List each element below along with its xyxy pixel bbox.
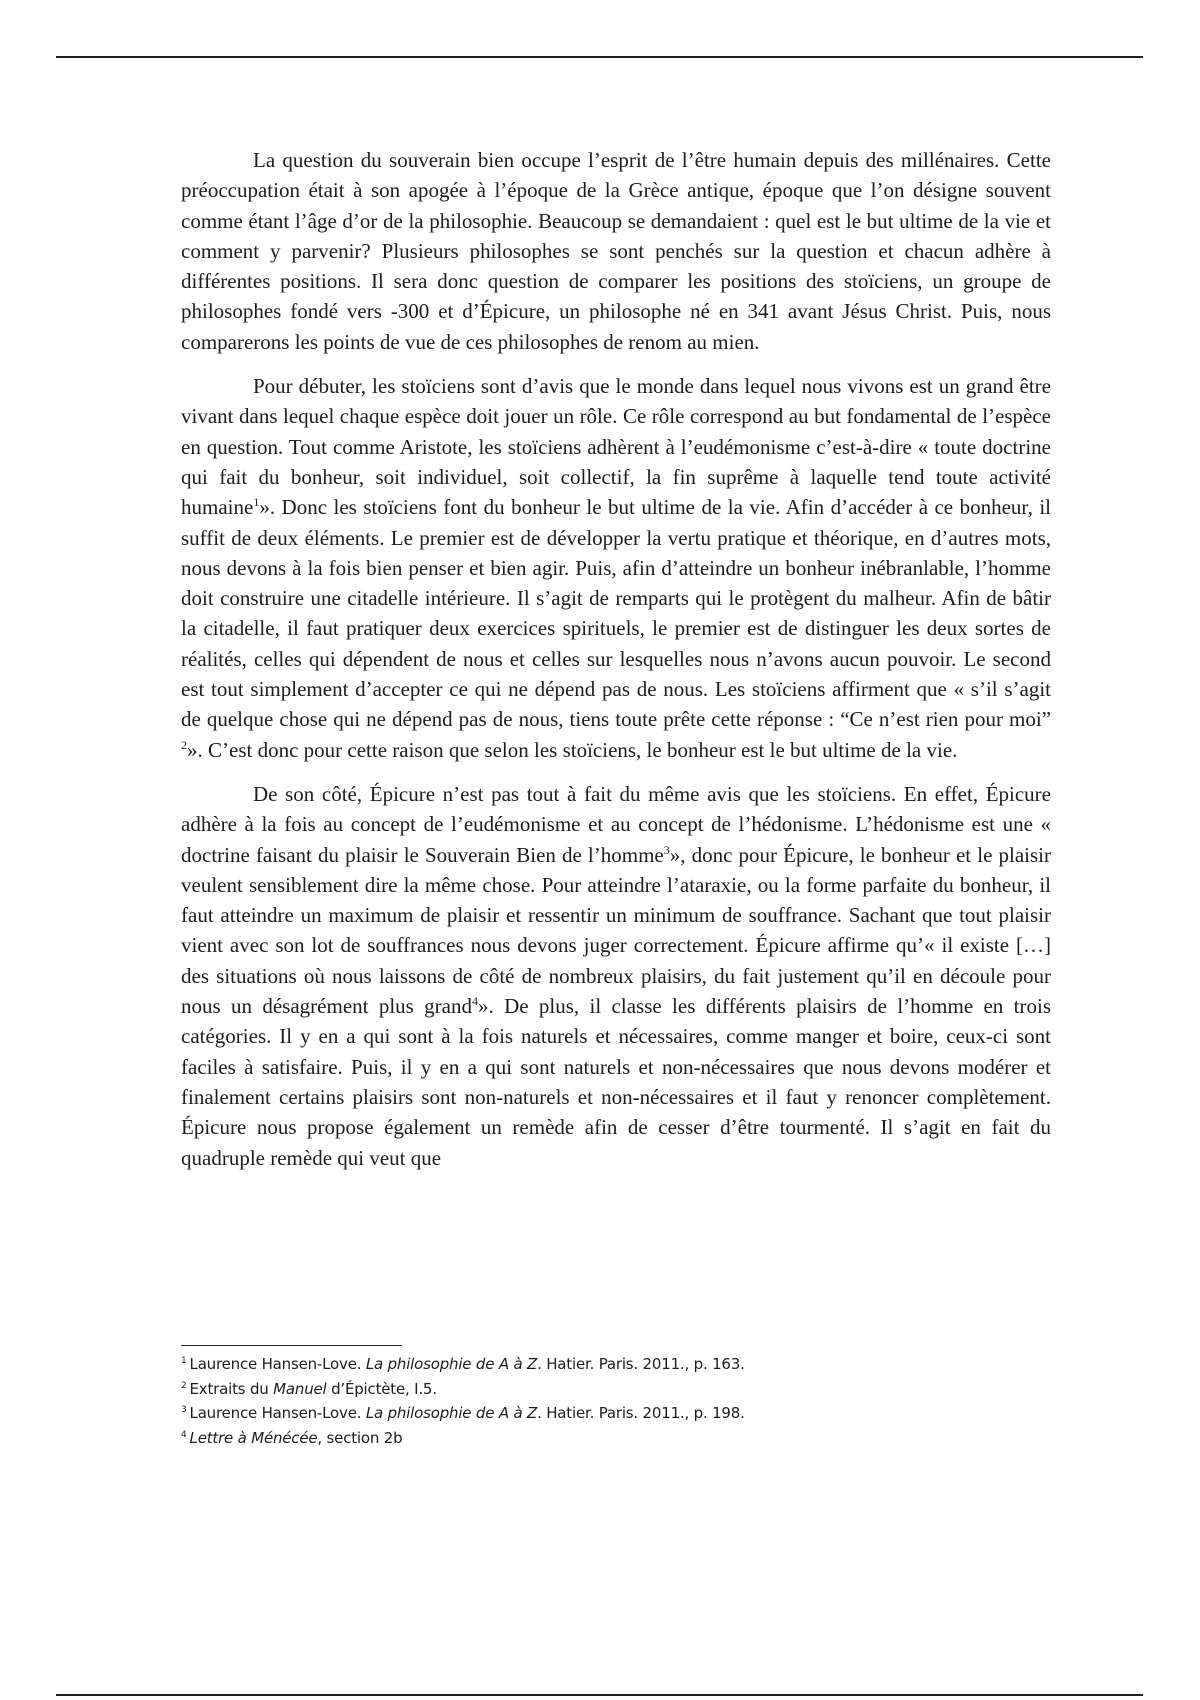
footnote-ref-3[interactable]: 3 xyxy=(663,842,670,857)
footnote-3: $^3$ Laurence Hansen-Love. La philosophie de A à Z. Hatier. Paris. 2011., p. 198. xyxy=(181,1404,745,1422)
paragraph-introduction: La question du souverain bien occupe l’esprit de l’être humain depuis des millénaires. Cette préoccupation était à son apogée à l’époque de la Grèce antique, époque que l’on désigne souvent comme étant l’âge d’or de la philosophie. Beaucoup se demandaient : quel est le but ultime de la vie et comment y parvenir? Plusieurs philosophes se sont penchés sur la question et chacun adhère à différentes positions. Il sera donc question de comparer les positions des stoïciens, un groupe de philosophes fondé vers -300 et d’Épicure, un philosophe né en 341 avant Jésus Christ. Puis, nous comparerons les points de vue de ces philosophes de renom au mien. xyxy=(181,148,1051,354)
footer-rule xyxy=(56,1694,1143,1696)
footnotes xyxy=(181,1352,1051,1450)
document-body xyxy=(181,145,1051,1187)
footnote-separator xyxy=(181,1345,402,1346)
footnote-1: $^1$ Laurence Hansen-Love. La philosophie de A à Z. Hatier. Paris. 2011., p. 163. xyxy=(181,1355,745,1373)
header-rule xyxy=(56,56,1143,58)
footnote-4: $^4$ Lettre à Ménécée, section 2b xyxy=(181,1428,403,1447)
paragraph-epicurus: De son côté, Épicure n’est pas tout à fait du même avis que les stoïciens. En effet, Épicure adhère à la fois au concept de l’eudémonisme et au concept de l’hédonisme. L’hédonisme est une « doctrine faisant du plaisir le Souverain Bien de l’homme$^3$», donc pour Épicure, le bonheur et le plaisir veulent sensiblement dire la même chose. Pour atteindre l’ataraxie, ou la forme parfaite du bonheur, il faut atteindre un maximum de plaisir et ressentir un minimum de souffrance. Sachant que tout plaisir vient avec son lot de souffrances nous devons juger correctement. Épicure affirme qu’« il existe […] des situations où nous laissons de côté de nombreux plaisirs, du fait justement qu’il en découle pour nous un désagrément plus grand$^4$». De plus, il classe les différents plaisirs de l’homme en trois catégories. Il y en a qui sont à la fois naturels et nécessaires, comme manger et boire, ceux-ci sont faciles à satisfaire. Puis, il y en a qui sont naturels et non-nécessaires que nous devons modérer et finalement certains plaisirs sont non-naturels et non-nécessaires et il faut y renoncer complètement. Épicure nous propose également un remède afin de cesser d’être tourmenté. Il s’agit en fait du quadruple remède qui veut que xyxy=(181,781,1051,1170)
footnote-ref-4[interactable]: 4 xyxy=(472,994,478,1009)
paragraph-stoics: Pour débuter, les stoïciens sont d’avis que le monde dans lequel nous vivons est un grand être vivant dans lequel chaque espèce doit jouer un rôle. Ce rôle correspond au but fondamental de l’espèce en question. Tout comme Aristote, les stoïciens adhèrent à l’eudémonisme c’est-à-dire « toute doctrine qui fait du bonheur, soit individuel, soit collectif, la fin suprême à laquelle tend toute activité humaine$^1$». Donc les stoïciens font du bonheur le but ultime de la vie. Afin d’accéder à ce bonheur, il suffit de deux éléments. Le premier est de développer la vertu pratique et théorique, en d’autres mots, nous devons à la fois bien penser et bien agir. Puis, afin d’atteindre un bonheur inébranlable, l’homme doit construire une citadelle intérieure. Il s’agit de remparts qui le protègent du malheur. Afin de bâtir la citadelle, il faut pratiquer deux exercices spirituels, le premier est de distinguer les deux sortes de réalités, celles qui dépendent de nous et celles sur lesquelles nous n’avons aucun pouvoir. Le second est tout simplement d’accepter ce qui ne dépend pas de nous. Les stoïciens affirment que « s’il s’agit de quelque chose qui ne dépend pas de nous, tiens toute prête cette réponse : “Ce n’est rien pour moi” $^2$». C’est donc pour cette raison que selon les stoïciens, le bonheur est le but ultime de la vie. xyxy=(181,374,1051,762)
footnote-ref-1[interactable]: 1 xyxy=(253,495,260,510)
footnote-2: $^2$ Extraits du Manuel d’Épictète, I.5. xyxy=(181,1379,437,1398)
footnote-ref-2[interactable]: 2 xyxy=(181,737,187,752)
